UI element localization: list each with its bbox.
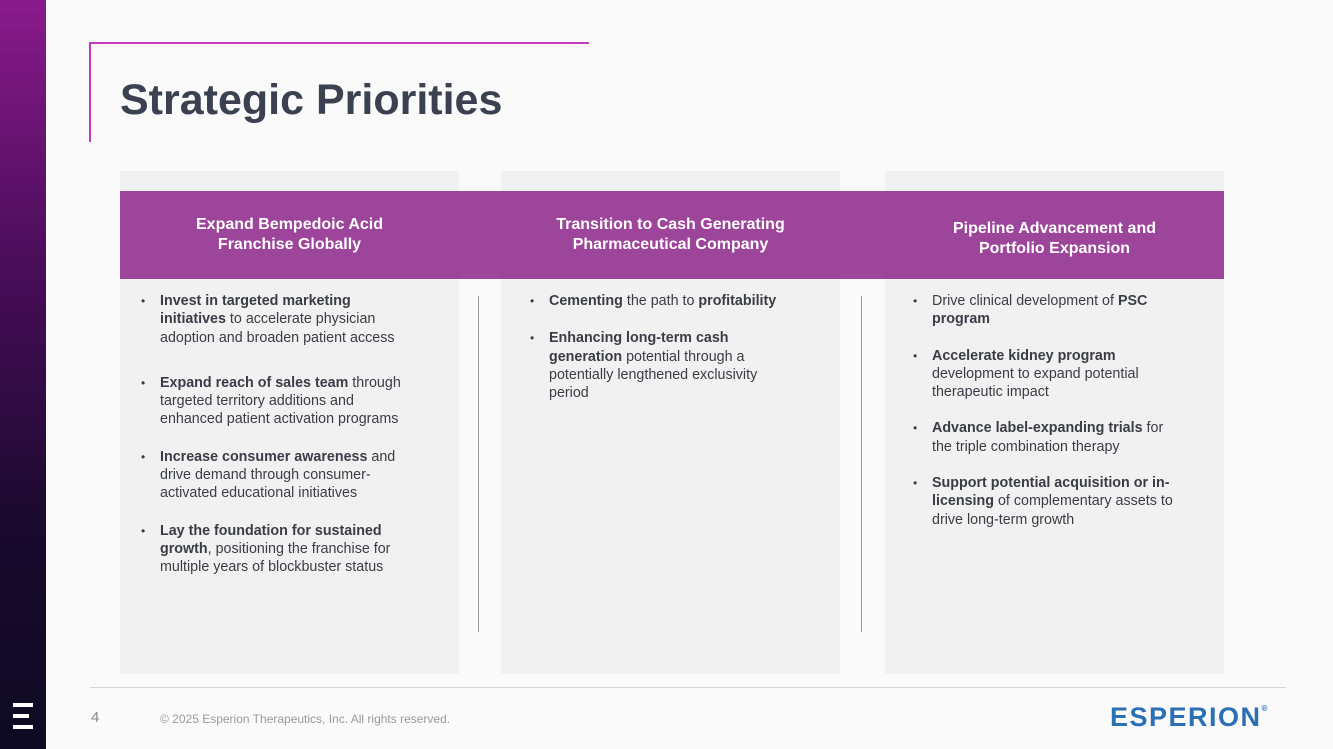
list-item: • Cementing the path to profitability (528, 292, 790, 310)
bullet-list-2 (528, 292, 790, 402)
list-item: • Lay the foundation for sustained growth, positioning the franchise for multiple years of blockbuster status (139, 522, 404, 577)
list-item: • Invest in targeted marketing initiatives to accelerate physician adoption and broaden patient access (139, 292, 404, 347)
bullet-list-1 (139, 292, 404, 577)
list-item: • Enhancing long-term cash generation potential through a potentially lengthened exclusivity period (528, 329, 790, 402)
list-item: • Accelerate kidney program development to expand potential therapeutic impact (911, 347, 1173, 402)
column-heading-1: Expand Bempedoic Acid Franchise Globally (196, 216, 383, 253)
list-item: • Increase consumer awareness and drive demand through consumer-activated educational initiatives (139, 448, 404, 503)
title-frame-top (89, 42, 589, 44)
page-title: Strategic Priorities (120, 76, 503, 124)
column-divider-2 (861, 296, 862, 632)
list-item: • Expand reach of sales team through targeted territory additions and enhanced patient activation programs (139, 374, 404, 429)
esperion-e-icon (13, 703, 33, 729)
side-accent-bar (0, 0, 46, 749)
column-heading-2: Transition to Cash Generating Pharmaceutical Company (556, 216, 785, 253)
registered-mark: ® (1261, 704, 1268, 713)
list-item: • Drive clinical development of PSC program (911, 292, 1173, 329)
copyright-text: © 2025 Esperion Therapeutics, Inc. All rights reserved. (160, 712, 451, 726)
brand-wordmark: ESPERION (1110, 702, 1262, 732)
column-divider-1 (478, 296, 479, 632)
column-heading-3: Pipeline Advancement and Portfolio Expansion (952, 220, 1156, 257)
footer-divider (90, 687, 1286, 688)
esperion-logo (1110, 702, 1267, 733)
bullet-list-3 (911, 292, 1173, 529)
page-number: 4 (91, 709, 100, 726)
list-item: • Support potential acquisition or in-licensing of complementary assets to drive long-term growth (911, 474, 1173, 529)
title-frame-left (89, 42, 91, 142)
list-item: • Advance label-expanding trials for the triple combination therapy (911, 419, 1173, 456)
